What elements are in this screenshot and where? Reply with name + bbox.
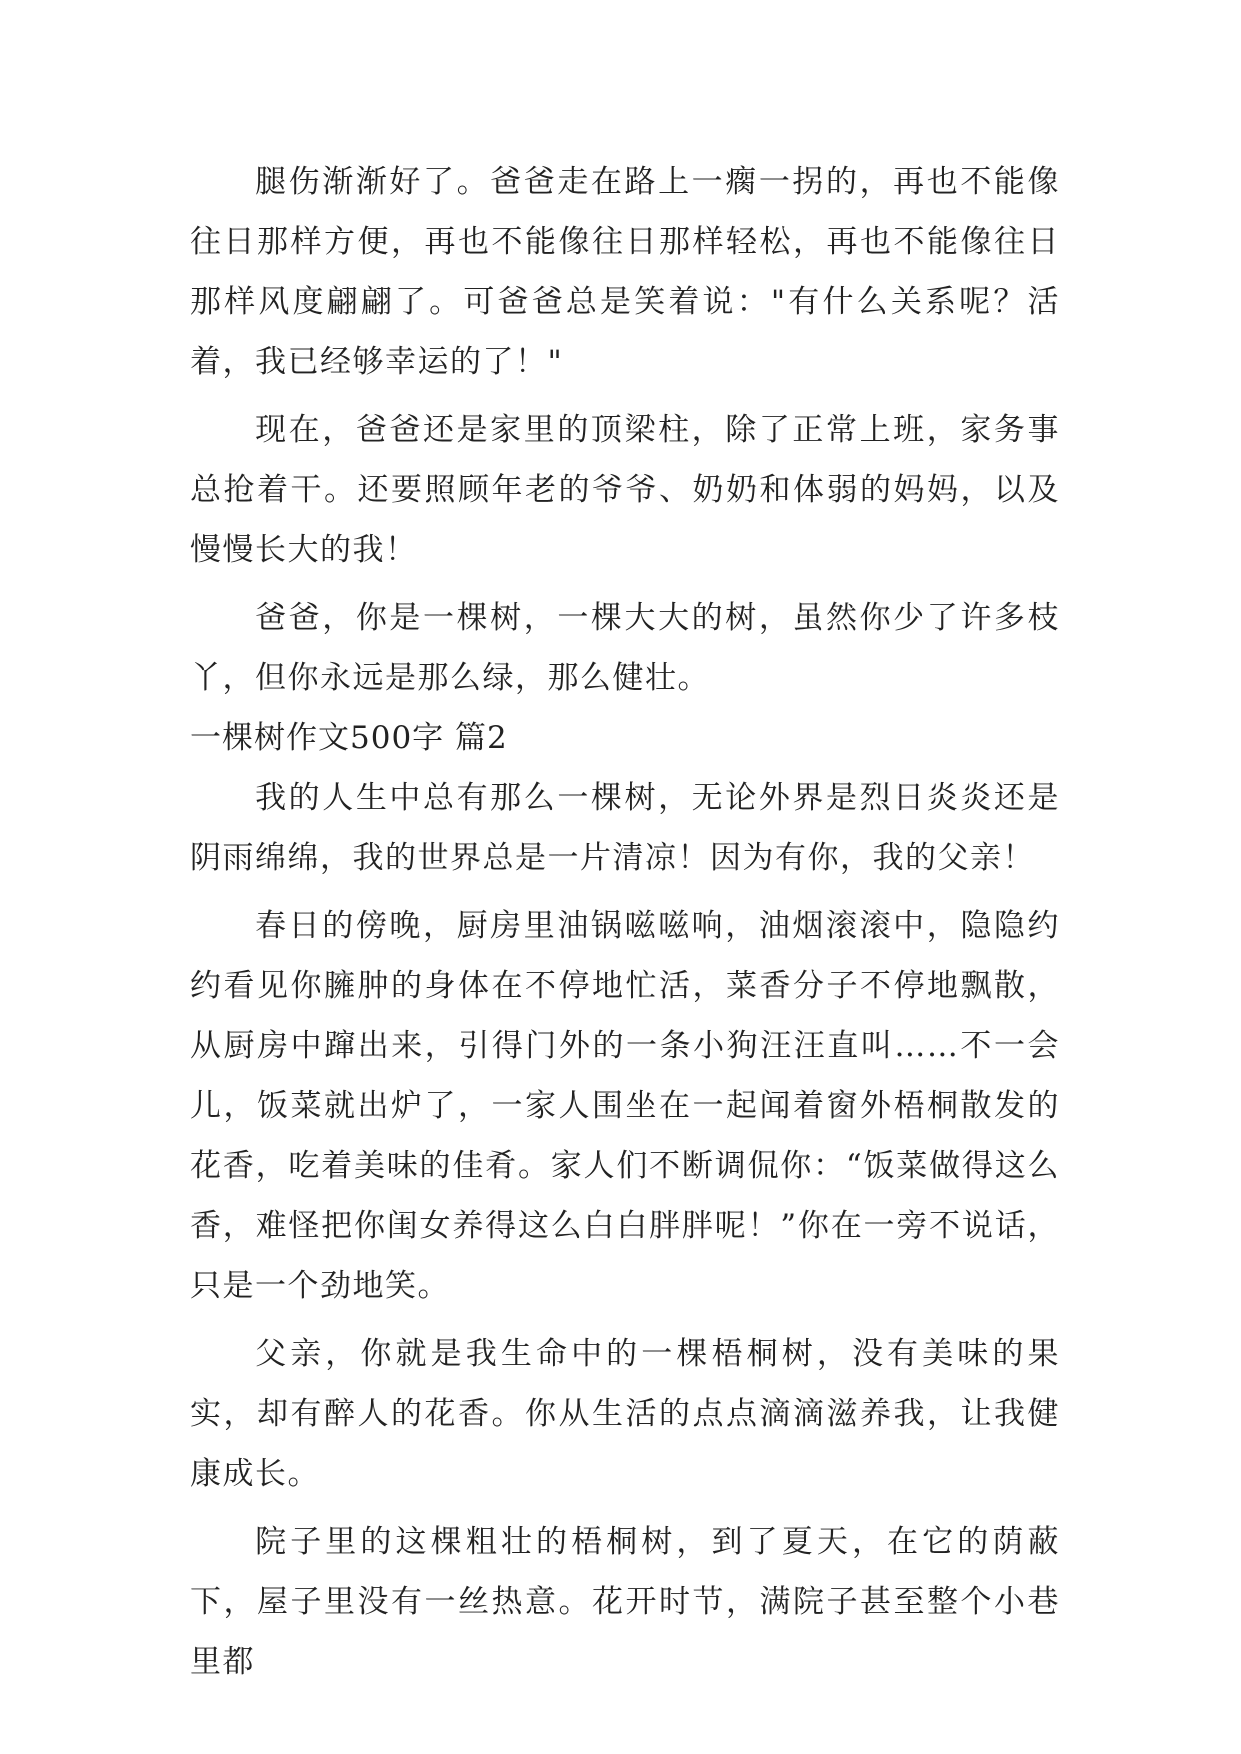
paragraph-courtyard-tree: 院子里的这棵粗壮的梧桐树，到了夏天，在它的荫蔽下，屋子里没有一丝热意。花开时节，满院子甚至整个小巷里都 (190, 1524, 1060, 1680)
paragraph-you-are-a-tree: 爸爸，你是一棵树，一棵大大的树，虽然你少了许多枝丫，但你永远是那么绿，那么健壮。 (190, 600, 1060, 696)
paragraph-parasol-tree: 父亲，你就是我生命中的一棵梧桐树，没有美味的果实，却有醉人的花香。你从生活的点点滴滴滋养我，让我健康成长。 (190, 1336, 1060, 1492)
paragraph-pillar-of-family: 现在，爸爸还是家里的顶梁柱，除了正常上班，家务事总抢着干。还要照顾年老的爷爷、奶奶和体弱的妈妈，以及慢慢长大的我！ (190, 412, 1060, 568)
paragraph-spring-evening: 春日的傍晚，厨房里油锅嗞嗞响，油烟滚滚中，隐隐约约看见你臃肿的身体在不停地忙活，菜香分子不停地飘散，从厨房中蹿出来，引得门外的一条小狗汪汪直叫……不一会儿，饭菜就出炉了，一家人围坐在一起闻着窗外梧桐散发的花香，吃着美味的佳肴。家人们不断调侃你：“饭菜做得这么香，难怪把你闺女养得这么白白胖胖呢！”你在一旁不说话，只是一个劲地笑。 (190, 908, 1060, 1304)
paragraph-leg-injury: 腿伤渐渐好了。爸爸走在路上一瘸一拐的，再也不能像往日那样方便，再也不能像往日那样轻松，再也不能像往日那样风度翩翩了。可爸爸总是笑着说："有什么关系呢？活着，我已经够幸运的了！" (190, 164, 1060, 380)
section-heading: 一棵树作文500字 篇2 (190, 720, 508, 756)
paragraph-tree-in-my-life: 我的人生中总有那么一棵树，无论外界是烈日炎炎还是阴雨绵绵，我的世界总是一片清凉！因为有你，我的父亲！ (190, 780, 1060, 876)
document-body (190, 152, 1060, 1692)
